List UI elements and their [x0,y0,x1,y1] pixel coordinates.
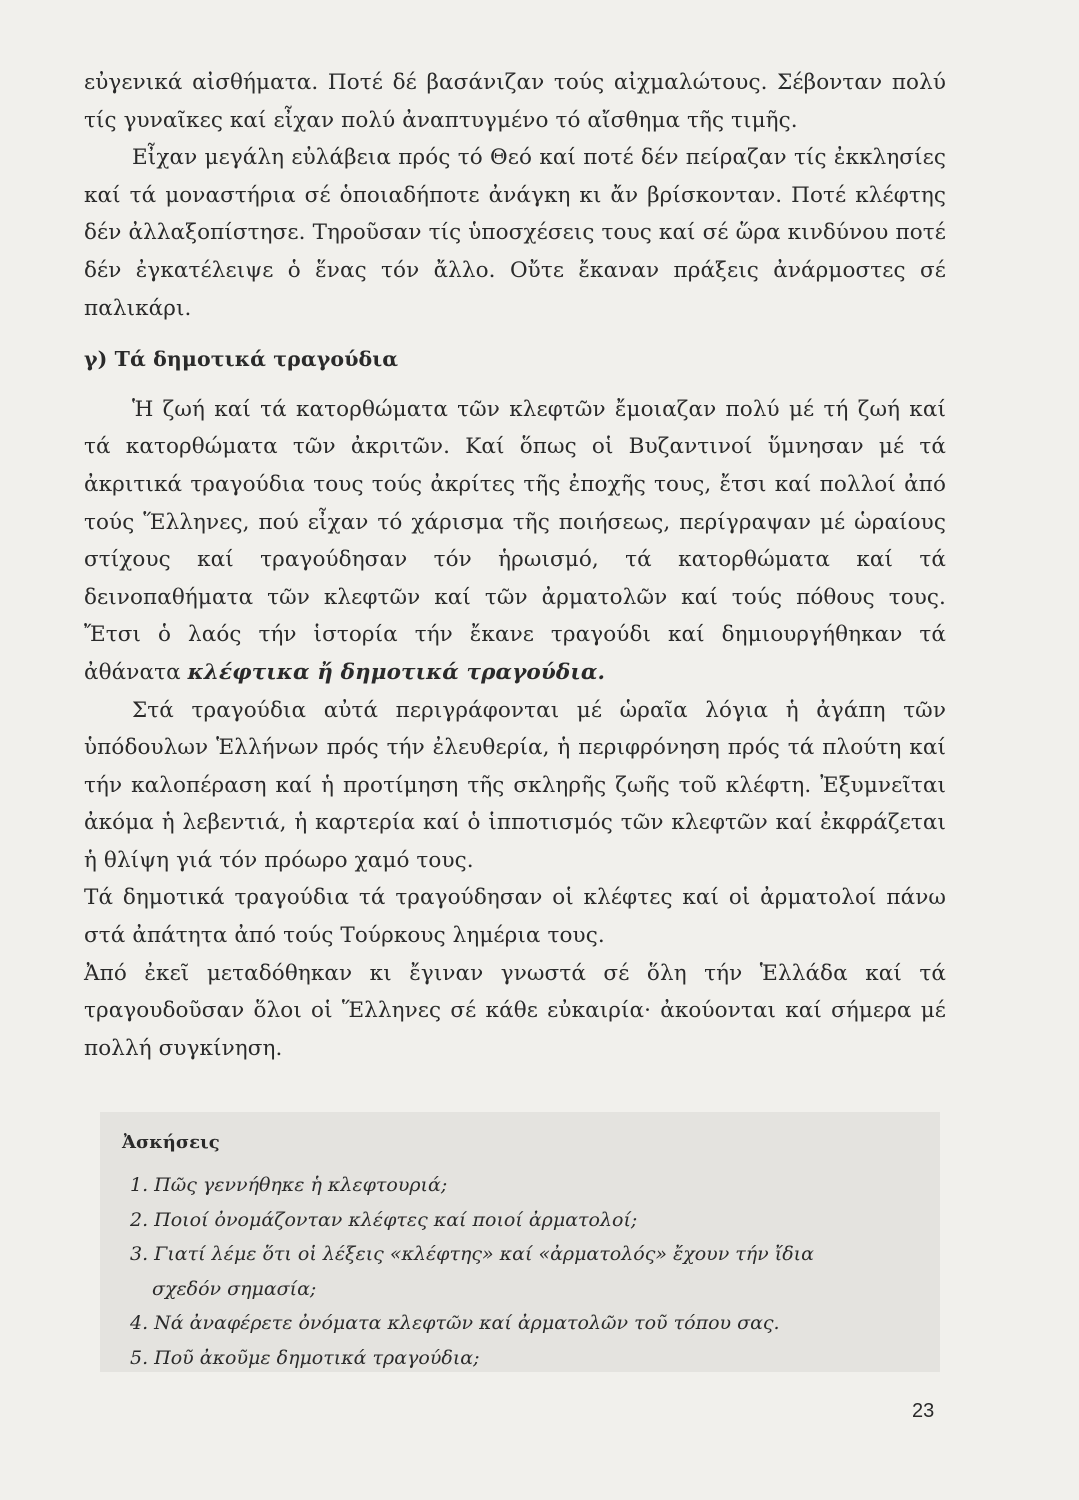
paragraph-6: Ἀπό ἐκεῖ μεταδόθηκαν κι ἔγιναν γνωστά σέ ὅλη τήν Ἑλλάδα καί τά τραγουδοῦσαν ὅλοι οἱ Ἕλληνες σέ κάθε εὐκαιρία· ἀκούονται καί σήμερα μέ πολλή συγκίνηση. [84,960,946,1061]
paragraph-1: εὐγενικά αἰσθήματα. Ποτέ δέ βασάνιζαν τούς αἰχμαλώτους. Σέβονταν πολύ τίς γυναῖκες καί εἶχαν πολύ ἀναπτυγμένο τό αἴσθημα τῆς τιμῆς. [84,70,946,133]
main-text [84,64,946,1067]
paragraph-2: Εἶχαν μεγάλη εὐλάβεια πρός τό Θεό καί ποτέ δέν πείραζαν τίς ἐκκλησίες καί τά μοναστήρια σέ ὁποιαδήποτε ἀνάγκη κι ἄν βρίσκονταν. Ποτέ κλέφτης δέν ἀλλαξοπίστησε. Τηροῦσαν τίς ὑποσχέσεις τους καί σέ ὥρα κινδύνου ποτέ δέν ἐγκατέλειψε ὁ ἕνας τόν ἄλλο. Οὔτε ἔκαναν πράξεις ἀνάρμοστες σέ παλικάρι. [84,145,946,321]
exercises-title: Ἀσκήσεις [122,1132,220,1153]
exercise-item-5: 5. Ποῦ ἀκοῦμε δημοτικά τραγούδια; [130,1346,480,1369]
exercises-list [130,1168,930,1375]
page-number: 23 [912,1400,935,1422]
exercise-item-3: 3. Γιατί λέμε ὅτι οἱ λέξεις «κλέφτης» καί «ἀρματολός» ἔχουν τήν ἴδια [130,1243,814,1265]
exercise-item-3-continuation: σχεδόν σημασία; [152,1277,317,1300]
section-heading: γ) Τά δημοτικά τραγούδια [84,347,399,372]
exercise-item-4: 4. Νά ἀναφέρετε ὀνόματα κλεφτῶν καί ἀρματολῶν τοῦ τόπου σας. [130,1312,780,1334]
paragraph-5: Τά δημοτικά τραγούδια τά τραγούδησαν οἱ κλέφτες καί οἱ ἀρματολοί πάνω στά ἀπάτητα ἀπό τούς Τούρκους λημέρια τους. [84,885,946,949]
paragraph-3 [84,391,946,692]
exercise-item-1: 1. Πῶς γεννήθηκε ἡ κλεφτουριά; [130,1174,448,1196]
exercise-item-2: 2. Ποιοί ὀνομάζονταν κλέφτες καί ποιοί ἀρματολοί; [130,1208,638,1231]
paragraph-3-emphasis: κλέφτικα ἤ δημοτικά τραγούδια. [187,659,606,685]
paragraph-3-text: Ἡ ζωή καί τά κατορθώματα τῶν κλεφτῶν ἔμοιαζαν πολύ μέ τή ζωή καί τά κατορθώματα τῶν ἀκριτῶν. Καί ὅπως οἱ Βυζαντινοί ὕμνησαν μέ τά ἀκριτικά τραγούδια τους τούς ἀκρίτες τῆς ἐποχῆς τους, ἔτσι καί πολλοί ἀπό τούς Ἕλληνες, πού εἶχαν τό χάρισμα τῆς ποιήσεως, περίγραψαν μέ ὡραίους στίχους καί τραγούδησαν τόν ἡρωισμό, τά κατορθώματα καί τά δεινοπαθήματα τῶν κλεφτῶν καί τῶν ἀρματολῶν καί τούς πόθους τους. Ἔτσι ὁ λαός τήν ἱστορία τήν ἔκανε τραγούδι καί δημιουργήθηκαν τά ἀθάνατα [84,396,946,685]
paragraph-4: Στά τραγούδια αὐτά περιγράφονται μέ ὡραῖα λόγια ἡ ἀγάπη τῶν ὑπόδουλων Ἑλλήνων πρός τήν ἐλευθερία, ἡ περιφρόνηση πρός τά πλούτη καί τήν καλοπέραση καί ἡ προτίμηση τῆς σκληρῆς ζωῆς τοῦ κλέφτη. Ἐξυμνεῖται ἀκόμα ἡ λεβεντιά, ἡ καρτερία καί ὁ ἱπποτισμός τῶν κλεφτῶν καί ἐκφράζεται ἡ θλίψη γιά τόν πρόωρο χαμό τους. [84,697,946,873]
